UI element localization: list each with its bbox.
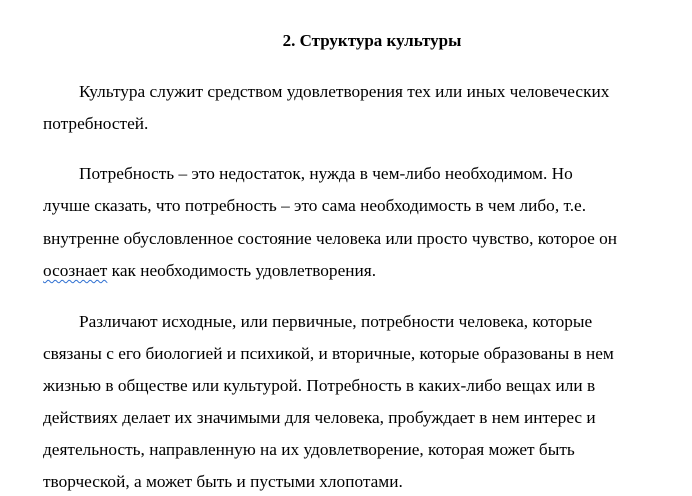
paragraph-line (43, 258, 376, 284)
paragraph-line: лучше сказать, что потребность – это сама необходимость в чем либо, т.е. (43, 196, 587, 215)
spellcheck-flagged-word[interactable]: осознает (43, 261, 108, 280)
paragraph-line-rest: как необходимость удовлетворения. (107, 261, 377, 280)
paragraph-line: потребностей. (43, 114, 149, 133)
section-heading: 2. Структура культуры (282, 31, 462, 50)
paragraph-line: жизнью в обществе или культурой. Потребность в каких-либо вещах или в (43, 376, 596, 395)
paragraph-line: Различают исходные, или первичные, потребности человека, которые (79, 312, 593, 331)
paragraph-line: связаны с его биологией и психикой, и вторичные, которые образованы в нем (43, 344, 614, 363)
paragraph-line: действиях делает их значимыми для человека, пробуждает в нем интерес и (43, 408, 596, 427)
paragraph-line: творческой, а может быть и пустыми хлопотами. (43, 472, 403, 491)
paragraph-line: Потребность – это недостаток, нужда в чем-либо необходимом. Но (79, 164, 573, 183)
paragraph-line: внутренне обусловленное состояние человека или просто чувство, которое он (43, 229, 618, 248)
paragraph-line: деятельность, направленную на их удовлетворение, которая может быть (43, 440, 575, 459)
paragraph-line: Культура служит средством удовлетворения тех или иных человеческих (79, 82, 610, 101)
